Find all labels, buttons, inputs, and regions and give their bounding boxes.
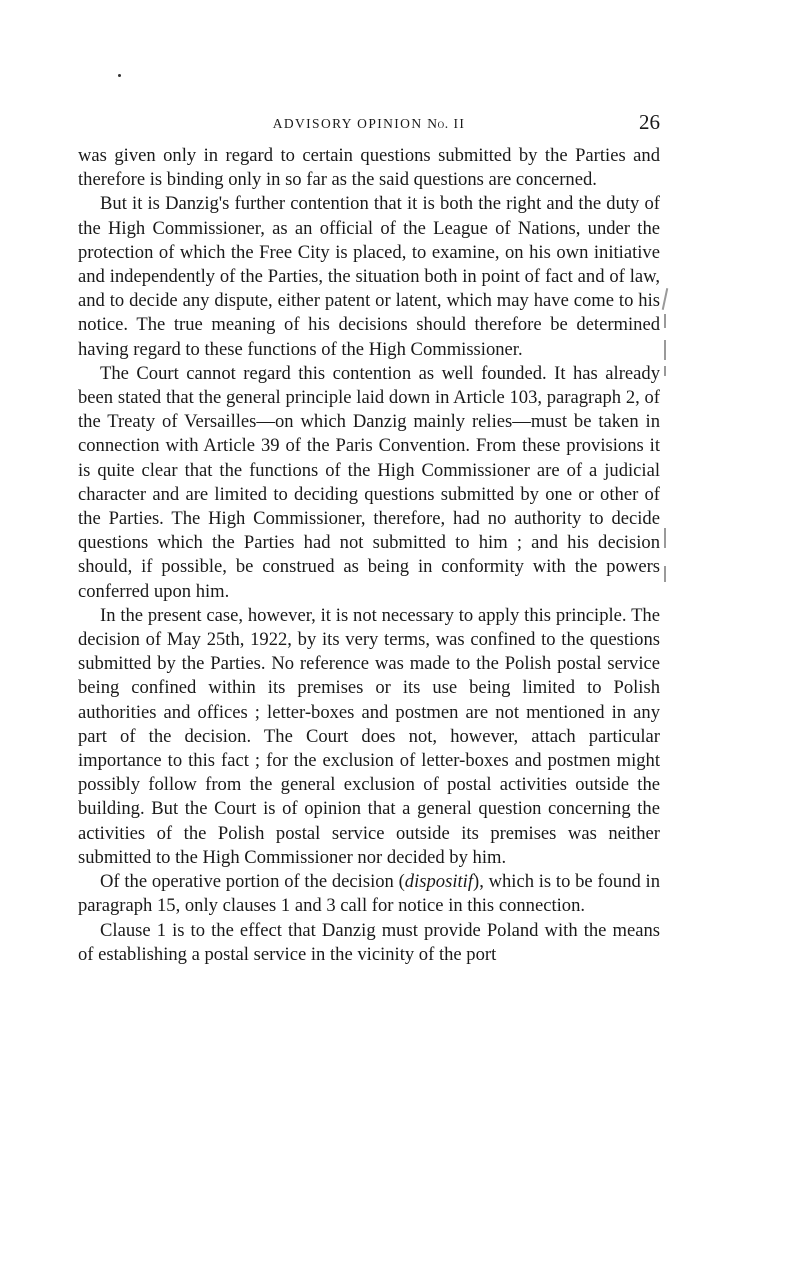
page-header [78, 108, 660, 138]
running-head-abbrev: No. [427, 116, 449, 131]
document-page [78, 108, 660, 967]
paragraph-2: But it is Danzig's further contention that it is both the right and the duty of the High Commissioner, as an official of the League of Nations, under the protection of which the Free City is placed, to examine, on his own initiative and independently of the Parties, the situation both in point of fact and of law, and to decide any dispute, either patent or latent, which may have come to his notice. The true meaning of his decisions should therefore be determined having regard to these functions of the High Commissioner. [78, 193, 660, 360]
running-head-main: ADVISORY OPINION [272, 116, 428, 131]
page-number: 26 [639, 110, 660, 134]
paragraph-4: In the present case, however, it is not necessary to apply this principle. The decision of May 25th, 1922, by its very terms, was confined to the questions submitted by the Parties. No reference was made to the Polish postal service being confined within its premises or its use being limited to Polish authorities and offices ; letter-boxes and postmen are not mentioned in any part of the decision. The Court does not, however, attach particular importance to this fact ; for the exclusion of letter-boxes and postmen might possibly follow from the general exclusion of postal activities outside the building. But the Court is of opinion that a general question concerning the activities of the Polish postal service outside its premises was neither submitted to the High Commissioner nor decided by him. [78, 604, 660, 868]
paragraph-5-italic: dispositif [404, 871, 473, 893]
scan-edge-marks [664, 288, 680, 588]
paragraph-1: was given only in regard to certain questions submitted by the Parties and therefore is binding only in so far as the said questions are concerned. [78, 145, 660, 191]
running-head [78, 116, 660, 132]
paragraph-5-after: ), which is to be found in paragraph 15, only clauses 1 and 3 call for notice in this connection. [78, 871, 660, 917]
running-head-number: II [448, 116, 466, 131]
scan-speck [118, 74, 121, 77]
paragraph-5 [78, 870, 660, 918]
body-text [78, 144, 660, 967]
paragraph-3: The Court cannot regard this contention as well founded. It has already been stated that the general principle laid down in Article 103, paragraph 2, of the Treaty of Versailles—on which Danzig mainly relies—must be taken in connection with Article 39 of the Paris Convention. From these provisions it is quite clear that the functions of the High Commissioner are of a judicial character and are limited to deciding questions submitted by one or other of the Parties. The High Commissioner, therefore, had no authority to decide questions which the Parties had not submitted to him ; and his decision should, if possible, be construed as being in conformity with the powers conferred upon him. [78, 362, 660, 602]
paragraph-6: Clause 1 is to the effect that Danzig must provide Poland with the means of establishing a postal service in the vicinity of the port [78, 919, 660, 965]
paragraph-5-before: Of the operative portion of the decision ( [100, 871, 405, 893]
